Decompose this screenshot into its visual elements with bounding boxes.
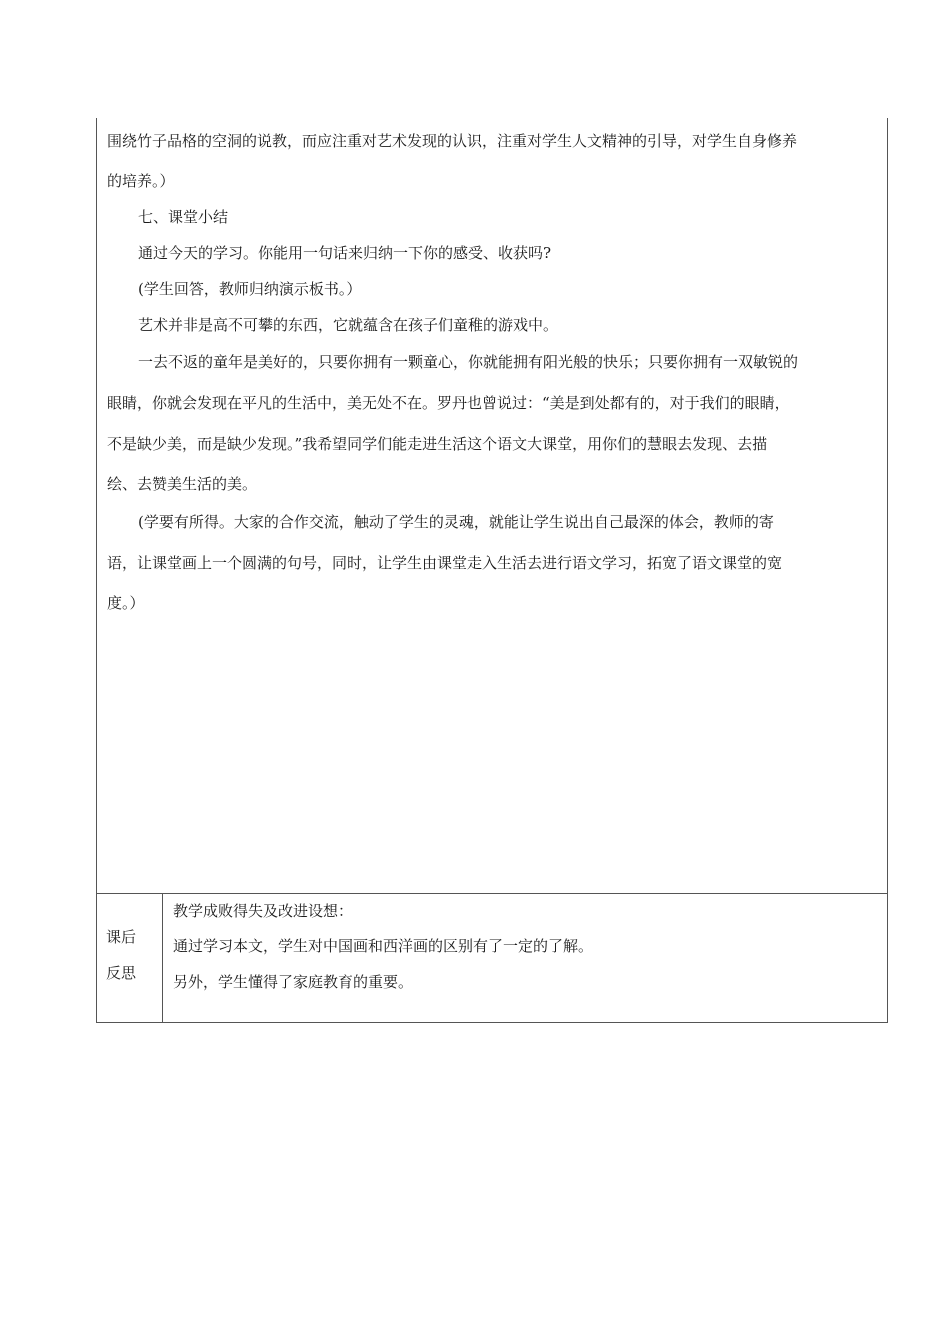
text-line: (学生回答，教师归纳演示板书。） <box>138 280 362 298</box>
section-heading: 七、课堂小结 <box>138 208 229 226</box>
text-line: 度。） <box>107 594 145 612</box>
text-line: 艺术并非是高不可攀的东西，它就蕴含在孩子们童稚的游戏中。 <box>138 316 559 334</box>
reflection-label-cell <box>97 894 163 1022</box>
reflection-content-cell <box>163 894 887 1022</box>
text-line: 的培养。） <box>107 172 175 190</box>
text-line: 语，让课堂画上一个圆满的句号，同时，让学生由课堂走入生活去进行语文学习，拓宽了语文课堂的宽 <box>107 554 783 572</box>
reflection-label-line1: 课后 <box>106 928 137 946</box>
text-line: 绘、去赞美生活的美。 <box>107 475 258 493</box>
text-line: 不是缺少美，而是缺少发现。”我希望同学们能走进生活这个语文大课堂，用你们的慧眼去发现、去描 <box>107 435 768 453</box>
reflection-heading: 教学成败得失及改进设想： <box>173 902 354 920</box>
text-line: 通过今天的学习。你能用一句话来归纳一下你的感受、收获吗? <box>138 244 552 262</box>
reflection-row <box>96 894 888 1023</box>
reflection-line: 另外，学生懂得了家庭教育的重要。 <box>173 973 414 991</box>
reflection-label-line2: 反思 <box>106 964 137 982</box>
lesson-content-cell <box>96 118 888 894</box>
text-line: 眼睛，你就会发现在平凡的生活中，美无处不在。罗丹也曾说过：“美是到处都有的，对于我们的眼睛， <box>107 394 790 412</box>
text-line: (学要有所得。大家的合作交流，触动了学生的灵魂，就能让学生说出自己最深的体会，教师的寄 <box>138 513 774 531</box>
reflection-line: 通过学习本文，学生对中国画和西洋画的区别有了一定的了解。 <box>173 937 594 955</box>
text-line: 围绕竹子品格的空洞的说教，而应注重对艺术发现的认识，注重对学生人文精神的引导，对学生自身修养 <box>107 132 798 150</box>
text-line: 一去不返的童年是美好的，只要你拥有一颗童心，你就能拥有阳光般的快乐；只要你拥有一双敏锐的 <box>138 353 799 371</box>
